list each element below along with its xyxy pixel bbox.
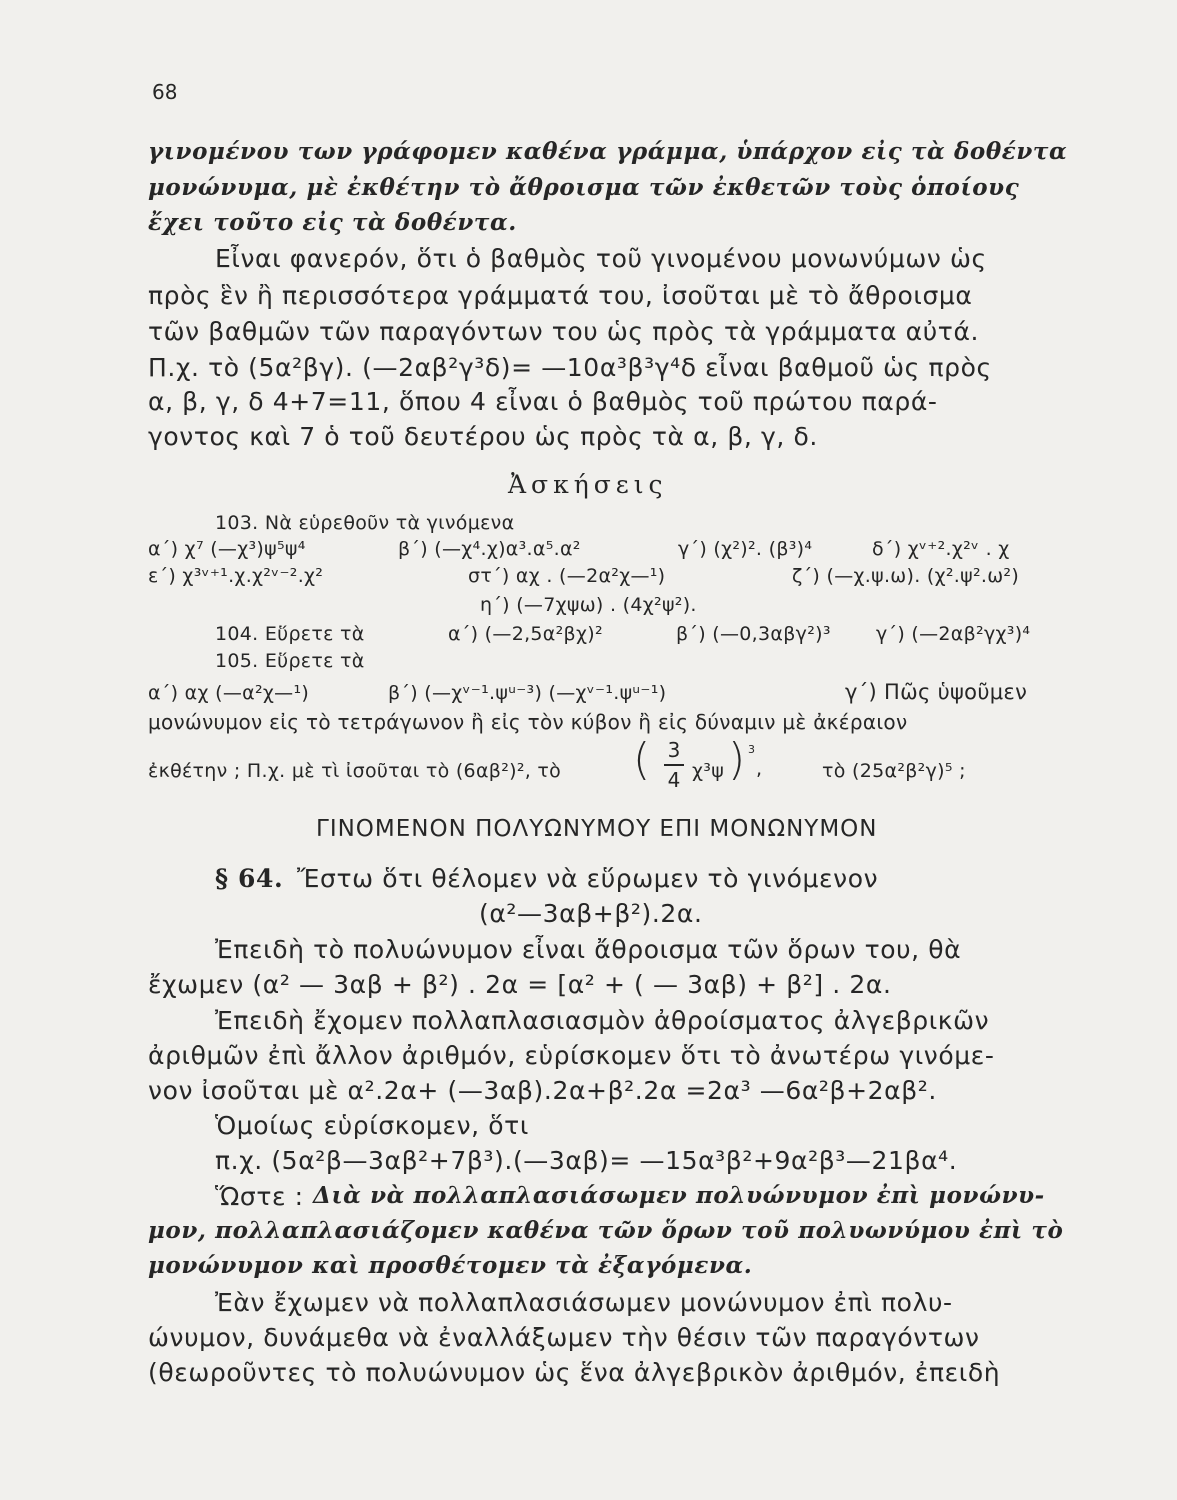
intro-body-line: τῶν βαθμῶν τῶν παραγόντων του ὡς πρὸς τὰ γράμματα αὐτά. [148, 317, 980, 346]
rule-line: μον, πολλαπλασιάζομεν καθένα τῶν ὅρων τοῦ πολυωνύμου ἐπὶ τὸ [148, 1217, 1064, 1244]
exercise-103-title: 103. Νὰ εὑρεθοῦν τὰ γινόμενα [215, 512, 515, 534]
intro-body-line: γοντος καὶ 7 ὁ τοῦ δευτέρου ὡς πρὸς τὰ α, β, γ, δ. [148, 422, 818, 451]
exercise-item: α΄) (—2,5α²βχ)² [448, 623, 603, 645]
rule-line: Διὰ νὰ πολλαπλασιάσωμεν πολυώνυμον ἐπὶ μονώνυ- [313, 1182, 1045, 1209]
intro-body-line: α, β, γ, δ 4+7=11, ὅπου 4 εἶναι ὁ βαθμὸς τοῦ πρώτου παρά- [148, 387, 938, 416]
section-heading: ΓΙΝΟΜΕΝΟΝ ΠΟΛΥΩΝΥΜΟΥ ΕΠΙ ΜΟΝΩΝΥΜΟΝ [316, 816, 878, 842]
exercise-item: γ΄) (—2αβ²γχ³)⁴ [876, 623, 1031, 645]
section-line: π.χ. (5α²β—3αβ²+7β³).(—3αβ)= —15α³β²+9α²β³—21βα⁴. [215, 1146, 958, 1175]
exercise-item: β΄) (—χ⁴.χ)α³.α⁵.α² [398, 538, 581, 560]
intro-body-line: Π.χ. τὸ (5α²βγ). (—2αβ²γ³δ)= —10α³β³γ⁴δ εἶναι βαθμοῦ ὡς πρὸς [148, 353, 992, 382]
section-line: νον ἰσοῦται μὲ α².2α+ (—3αβ).2α+β².2α =2α³ —6α²β+2αβ². [148, 1076, 937, 1105]
final-line: Ἐὰν ἔχωμεν νὰ πολλαπλασιάσωμεν μονώνυμον ἐπὶ πολυ- [215, 1288, 953, 1317]
intro-body-line: πρὸς ἓν ἢ περισσότερα γράμματά του, ἰσοῦται μὲ τὸ ἄθροισμα [148, 281, 973, 310]
intro-body-line: Εἶναι φανερόν, ὅτι ὁ βαθμὸς τοῦ γινομένου μονωνύμων ὡς [215, 244, 987, 273]
rule-line: μονώνυμον καὶ προσθέτομεν τὰ ἐξαγόμενα. [148, 1252, 753, 1279]
exercise-105-title: 105. Εὕρετε τὰ [215, 650, 365, 672]
exercise-item: στ΄) αχ . (—2α²χ—¹) [468, 565, 666, 587]
exercise-104-title: 104. Εὕρετε τὰ [215, 623, 365, 645]
section-line: Ἔστω ὅτι θέλομεν νὰ εὕρωμεν τὸ γινόμενον [297, 864, 879, 893]
exercise-105-line3-end: τὸ (25α²β²γ)⁵ ; [822, 760, 966, 782]
final-line: ώνυμον, δυνάμεθα νὰ ἐναλλάξωμεν τὴν θέσιν τῶν παραγόντων [148, 1323, 980, 1352]
intro-italic-line: γινομένου των γράφομεν καθένα γράμμα, ὑπάρχον εἰς τὰ δοθέντα [148, 138, 1068, 165]
left-paren: ( [633, 734, 651, 785]
intro-italic-line: ἔχει τοῦτο εἰς τὰ δοθέντα. [148, 209, 517, 236]
exercise-item: γ΄) Πῶς ὑψοῦμεν [845, 680, 1028, 704]
section-line: ἀριθμῶν ἐπὶ ἄλλον ἀριθμόν, εὑρίσκομεν ὅτι τὸ ἀνωτέρω γινόμε- [148, 1041, 995, 1070]
section-line: Ἐπειδὴ τὸ πολυώνυμον εἶναι ἄθροισμα τῶν ὅρων του, θὰ [215, 935, 962, 964]
exercise-105-line2: μονώνυμον εἰς τὸ τετράγωνον ἢ εἰς τὸν κύβον ἢ εἰς δύναμιν μὲ ἀκέραιον [148, 710, 908, 734]
fraction-denominator: 4 [667, 768, 681, 792]
hence-label: Ὥστε : [215, 1182, 304, 1211]
section-line: Ἐπειδὴ ἔχομεν πολλαπλασιασμὸν ἀθροίσματος ἀλγεβρικῶν [215, 1006, 990, 1035]
section-line: ἔχωμεν (α² — 3αβ + β²) . 2α = [α² + ( — 3αβ) + β²] . 2α. [148, 970, 892, 999]
comma: , [756, 758, 763, 780]
exercise-item: ζ΄) (—χ.ψ.ω). (χ².ψ².ω²) [792, 565, 1020, 587]
section-line: (α²—3αβ+β²).2α. [479, 899, 703, 928]
exercise-item: β΄) (—0,3αβγ²)³ [676, 623, 831, 645]
exercise-item: β΄) (—χᵛ⁻¹.ψᵘ⁻³) (—χᵛ⁻¹.ψᵘ⁻¹) [388, 682, 667, 704]
exercise-105-line3-start: ἐκθέτην ; Π.χ. μὲ τὶ ἰσοῦται τὸ (6αβ²)², τὸ [148, 760, 562, 782]
section-line: Ὁμοίως εὑρίσκομεν, ὅτι [215, 1111, 529, 1140]
exercise-item: α΄) χ⁷ (—χ³)ψ⁵ψ⁴ [148, 538, 306, 560]
exercises-heading: Ἀσκήσεις [508, 470, 668, 499]
final-line: (θεωροῦντες τὸ πολυώνυμον ὡς ἕνα ἀλγεβρικὸν ἀριθμόν, ἐπειδὴ [148, 1358, 1001, 1387]
exercise-item: η΄) (—7χψω) . (4χ²ψ²). [480, 594, 697, 616]
paragraph-label: § 64. [215, 864, 284, 893]
fraction-numerator: 3 [667, 738, 681, 762]
exercise-item: γ΄) (χ²)². (β³)⁴ [678, 538, 813, 560]
page-number: 68 [152, 80, 178, 104]
fraction-term: χ³ψ [692, 760, 725, 782]
fraction-bar [664, 764, 684, 766]
exercise-item: α΄) αχ (—α²χ—¹) [148, 682, 310, 704]
right-paren: ) [728, 734, 746, 785]
power-exponent: 3 [748, 743, 755, 756]
exercise-item: δ΄) χᵛ⁺².χ²ᵛ . χ [872, 538, 1010, 560]
exercise-item: ε΄) χ³ᵛ⁺¹.χ.χ²ᵛ⁻².χ² [148, 565, 324, 587]
intro-italic-line: μονώνυμα, μὲ ἐκθέτην τὸ ἄθροισμα τῶν ἐκθετῶν τοὺς ὁποίους [148, 174, 1020, 201]
